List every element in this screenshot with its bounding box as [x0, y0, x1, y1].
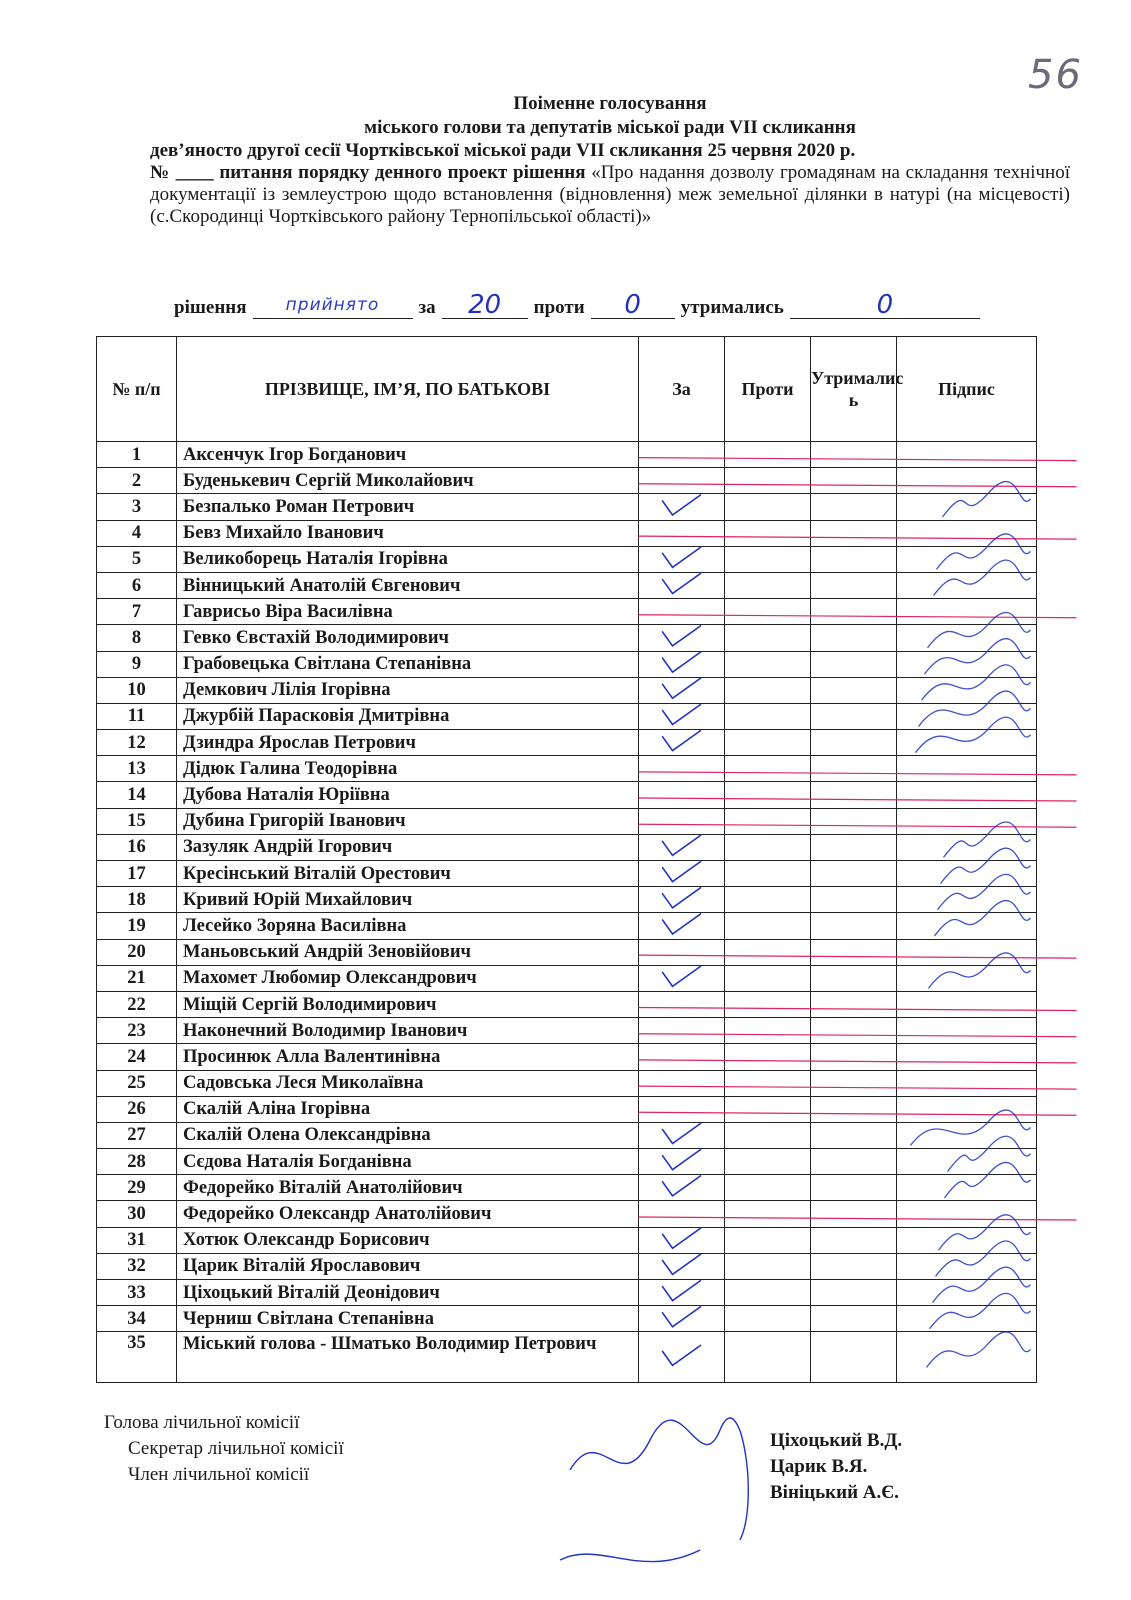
vote-against-cell: [725, 572, 811, 598]
table-row: [97, 965, 1037, 991]
vote-against-cell: [725, 1201, 811, 1227]
signature-cell: [897, 1280, 1037, 1306]
vote-against-cell: [725, 939, 811, 965]
vote-abstained-cell: [811, 756, 897, 782]
vote-abstained-cell: [811, 861, 897, 887]
table-row: [97, 520, 1037, 546]
table-row: [97, 1096, 1037, 1122]
vote-for-cell: [639, 599, 725, 625]
result-line: [168, 290, 1048, 320]
vote-abstained-cell: [811, 546, 897, 572]
table-row: [97, 834, 1037, 860]
table-row: [97, 546, 1037, 572]
deputy-name: Гаврисьо Віра Василівна: [177, 599, 639, 625]
deputy-name: Безпалько Роман Петрович: [177, 494, 639, 520]
table-header-row: [97, 337, 1037, 442]
table-row: [97, 887, 1037, 913]
vote-against-cell: [725, 1070, 811, 1096]
table-row: [97, 677, 1037, 703]
row-number: 4: [97, 520, 177, 546]
vote-for-cell: [639, 913, 725, 939]
signature-cell: [897, 730, 1037, 756]
commission-names: [770, 1428, 902, 1506]
vote-abstained-cell: [811, 599, 897, 625]
vote-against-cell: [725, 1280, 811, 1306]
signature-cell: [897, 651, 1037, 677]
deputy-name: Кривий Юрій Михайлович: [177, 887, 639, 913]
voting-table: [96, 336, 1037, 1383]
vote-abstained-cell: [811, 1280, 897, 1306]
vote-abstained-cell: [811, 1122, 897, 1148]
deputy-name: Просинюк Алла Валентинівна: [177, 1044, 639, 1070]
commission-signatures: [560, 1418, 748, 1562]
table-row: [97, 572, 1037, 598]
col-abstained-header: Утрималис ь: [811, 337, 897, 442]
deputy-name: Дубова Наталія Юріївна: [177, 782, 639, 808]
signature-cell: [897, 756, 1037, 782]
deputy-name: Садовська Леся Миколаївна: [177, 1070, 639, 1096]
signature-cell: [897, 1253, 1037, 1279]
signature-cell: [897, 1201, 1037, 1227]
vote-for-cell: [639, 468, 725, 494]
table-row: [97, 1018, 1037, 1044]
vote-abstained-cell: [811, 1306, 897, 1332]
row-number: 33: [97, 1280, 177, 1306]
for-label: за: [418, 297, 436, 318]
deputy-name: Черниш Світлана Степанівна: [177, 1306, 639, 1332]
vote-for-cell: [639, 1175, 725, 1201]
role-chair: Голова лічильної комісії: [104, 1412, 300, 1433]
deputy-name: Дідюк Галина Теодорівна: [177, 756, 639, 782]
name-secretary: Царик В.Я.: [770, 1456, 868, 1477]
vote-against-cell: [725, 730, 811, 756]
page-title: Поіменне голосування: [513, 93, 707, 114]
against-value: 0: [591, 296, 675, 319]
vote-for-cell: [639, 730, 725, 756]
signature-cell: [897, 965, 1037, 991]
vote-against-cell: [725, 520, 811, 546]
signature-cell: [897, 1227, 1037, 1253]
vote-against-cell: [725, 887, 811, 913]
table-row: [97, 703, 1037, 729]
vote-against-cell: [725, 834, 811, 860]
abstained-value: 0: [790, 296, 980, 319]
row-number: 19: [97, 913, 177, 939]
row-number: 8: [97, 625, 177, 651]
table-row: [97, 1227, 1037, 1253]
row-number: 6: [97, 572, 177, 598]
vote-against-cell: [725, 808, 811, 834]
vote-against-cell: [725, 703, 811, 729]
vote-for-cell: [639, 651, 725, 677]
document-header: [150, 92, 1070, 228]
row-number: 23: [97, 1018, 177, 1044]
row-number: 25: [97, 1070, 177, 1096]
table-row: [97, 599, 1037, 625]
vote-against-cell: [725, 1175, 811, 1201]
page-number: 56: [1028, 52, 1083, 98]
signature-cell: [897, 468, 1037, 494]
signature-cell: [897, 1070, 1037, 1096]
row-number: 1: [97, 442, 177, 468]
vote-against-cell: [725, 468, 811, 494]
vote-for-cell: [639, 939, 725, 965]
signature-cell: [897, 991, 1037, 1017]
session-line: дев’яносто другої сесії Чортківської міської ради VII скликання 25 червня 2020 р.: [150, 140, 856, 161]
row-number: 35: [97, 1332, 177, 1383]
vote-for-cell: [639, 808, 725, 834]
signature-cell: [897, 861, 1037, 887]
row-number: 15: [97, 808, 177, 834]
deputy-name: Хотюк Олександр Борисович: [177, 1227, 639, 1253]
vote-for-cell: [639, 1306, 725, 1332]
vote-against-cell: [725, 651, 811, 677]
vote-for-cell: [639, 1227, 725, 1253]
col-against-header: Проти: [725, 337, 811, 442]
agenda-text: «Про надання дозволу громадянам на складання технічної документації із землеустрою щодо встановлення (відновлення) меж земельної ділянки в натурі (на місцевості) (с.Скородинці Чортківського району Тернопільської області)»: [150, 162, 1071, 227]
vote-against-cell: [725, 599, 811, 625]
deputy-name: Вінницький Анатолій Євгенович: [177, 572, 639, 598]
vote-against-cell: [725, 991, 811, 1017]
against-label: проти: [533, 297, 585, 318]
signature-cell: [897, 625, 1037, 651]
vote-abstained-cell: [811, 520, 897, 546]
vote-for-cell: [639, 1122, 725, 1148]
name-member: Вініцький А.Є.: [770, 1482, 899, 1503]
signature-cell: [897, 1175, 1037, 1201]
vote-against-cell: [725, 494, 811, 520]
row-number: 9: [97, 651, 177, 677]
deputy-name: Грабовецька Світлана Степанівна: [177, 651, 639, 677]
row-number: 28: [97, 1149, 177, 1175]
vote-against-cell: [725, 1227, 811, 1253]
table-row: [97, 1306, 1037, 1332]
table-row: [97, 494, 1037, 520]
table-row: [97, 1122, 1037, 1148]
vote-for-cell: [639, 520, 725, 546]
deputy-name: Кресінський Віталій Орестович: [177, 861, 639, 887]
vote-against-cell: [725, 782, 811, 808]
row-number: 27: [97, 1122, 177, 1148]
vote-abstained-cell: [811, 703, 897, 729]
row-number: 29: [97, 1175, 177, 1201]
row-number: 21: [97, 965, 177, 991]
signature-cell: [897, 1332, 1037, 1383]
table-row: [97, 1149, 1037, 1175]
decision-value: прийнято: [253, 296, 413, 319]
deputy-name: Скалій Олена Олександрівна: [177, 1122, 639, 1148]
vote-abstained-cell: [811, 651, 897, 677]
vote-for-cell: [639, 1201, 725, 1227]
vote-abstained-cell: [811, 1175, 897, 1201]
vote-for-cell: [639, 861, 725, 887]
vote-abstained-cell: [811, 1096, 897, 1122]
vote-abstained-cell: [811, 468, 897, 494]
table-row: [97, 782, 1037, 808]
table-row: [97, 468, 1037, 494]
deputy-name: Царик Віталій Ярославович: [177, 1253, 639, 1279]
vote-abstained-cell: [811, 1227, 897, 1253]
row-number: 34: [97, 1306, 177, 1332]
deputy-name: Зазуляк Андрій Ігорович: [177, 834, 639, 860]
vote-for-cell: [639, 1096, 725, 1122]
row-number: 10: [97, 677, 177, 703]
table-row: [97, 1175, 1037, 1201]
signature-cell: [897, 703, 1037, 729]
signature-cell: [897, 913, 1037, 939]
signature-cell: [897, 887, 1037, 913]
deputy-name: Ціхоцький Віталій Деонідович: [177, 1280, 639, 1306]
vote-against-cell: [725, 625, 811, 651]
deputy-name: Демкович Лілія Ігорівна: [177, 677, 639, 703]
deputy-name: Джурбій Парасковія Дмитрівна: [177, 703, 639, 729]
decision-label: рішення: [174, 297, 247, 318]
row-number: 5: [97, 546, 177, 572]
vote-for-cell: [639, 442, 725, 468]
vote-for-cell: [639, 1070, 725, 1096]
row-number: 20: [97, 939, 177, 965]
signature-cell: [897, 782, 1037, 808]
vote-for-cell: [639, 1280, 725, 1306]
col-name-header: ПРІЗВИЩЕ, ІМ’Я, ПО БАТЬКОВІ: [177, 337, 639, 442]
vote-against-cell: [725, 677, 811, 703]
signature-cell: [897, 1096, 1037, 1122]
table-row: [97, 1280, 1037, 1306]
deputy-name: Гевко Євстахій Володимирович: [177, 625, 639, 651]
vote-for-cell: [639, 756, 725, 782]
agenda-paragraph: [150, 162, 1070, 228]
signature-cell: [897, 572, 1037, 598]
deputy-name: Маньовський Андрій Зеновійович: [177, 939, 639, 965]
deputy-name: Аксенчук Ігор Богданович: [177, 442, 639, 468]
vote-against-cell: [725, 1018, 811, 1044]
abstained-label: утримались: [680, 297, 784, 318]
signature-cell: [897, 1044, 1037, 1070]
vote-for-cell: [639, 1149, 725, 1175]
vote-abstained-cell: [811, 442, 897, 468]
table-row: [97, 1332, 1037, 1383]
vote-abstained-cell: [811, 913, 897, 939]
vote-abstained-cell: [811, 494, 897, 520]
deputy-name: Міщій Сергій Володимирович: [177, 991, 639, 1017]
vote-abstained-cell: [811, 939, 897, 965]
deputy-name: Сєдова Наталія Богданівна: [177, 1149, 639, 1175]
vote-abstained-cell: [811, 1018, 897, 1044]
for-value: 20: [442, 296, 528, 319]
row-number: 13: [97, 756, 177, 782]
row-number: 26: [97, 1096, 177, 1122]
vote-against-cell: [725, 1122, 811, 1148]
table-row: [97, 913, 1037, 939]
deputy-name: Міський голова - Шматько Володимир Петрович: [177, 1332, 639, 1383]
signature-cell: [897, 834, 1037, 860]
table-row: [97, 991, 1037, 1017]
row-number: 12: [97, 730, 177, 756]
vote-abstained-cell: [811, 1149, 897, 1175]
row-number: 24: [97, 1044, 177, 1070]
deputy-name: Бевз Михайло Іванович: [177, 520, 639, 546]
vote-abstained-cell: [811, 834, 897, 860]
vote-abstained-cell: [811, 965, 897, 991]
table-row: [97, 1253, 1037, 1279]
vote-abstained-cell: [811, 782, 897, 808]
vote-abstained-cell: [811, 677, 897, 703]
vote-for-cell: [639, 887, 725, 913]
commission-roles: [104, 1410, 344, 1488]
vote-for-cell: [639, 1018, 725, 1044]
vote-abstained-cell: [811, 1332, 897, 1383]
vote-abstained-cell: [811, 1044, 897, 1070]
table-row: [97, 651, 1037, 677]
vote-for-cell: [639, 1332, 725, 1383]
row-number: 17: [97, 861, 177, 887]
vote-abstained-cell: [811, 1253, 897, 1279]
signature-cell: [897, 1018, 1037, 1044]
vote-for-cell: [639, 782, 725, 808]
row-number: 31: [97, 1227, 177, 1253]
table-row: [97, 625, 1037, 651]
row-number: 16: [97, 834, 177, 860]
table-row: [97, 1044, 1037, 1070]
row-number: 14: [97, 782, 177, 808]
vote-for-cell: [639, 1253, 725, 1279]
vote-abstained-cell: [811, 1070, 897, 1096]
signature-cell: [897, 442, 1037, 468]
page-subtitle: міського голови та депутатів міської ради VII скликання: [364, 117, 856, 138]
vote-against-cell: [725, 913, 811, 939]
row-number: 22: [97, 991, 177, 1017]
table-row: [97, 730, 1037, 756]
signature-cell: [897, 494, 1037, 520]
row-number: 32: [97, 1253, 177, 1279]
deputy-name: Великоборець Наталія Ігорівна: [177, 546, 639, 572]
table-row: [97, 1201, 1037, 1227]
vote-against-cell: [725, 965, 811, 991]
vote-for-cell: [639, 834, 725, 860]
signature-cell: [897, 599, 1037, 625]
vote-for-cell: [639, 494, 725, 520]
deputy-name: Федорейко Олександр Анатолійович: [177, 1201, 639, 1227]
col-for-header: За: [639, 337, 725, 442]
vote-against-cell: [725, 1253, 811, 1279]
vote-for-cell: [639, 677, 725, 703]
vote-for-cell: [639, 991, 725, 1017]
vote-against-cell: [725, 1306, 811, 1332]
vote-abstained-cell: [811, 1201, 897, 1227]
vote-abstained-cell: [811, 991, 897, 1017]
signature-cell: [897, 546, 1037, 572]
deputy-name: Махомет Любомир Олександрович: [177, 965, 639, 991]
signature-cell: [897, 1306, 1037, 1332]
table-row: [97, 1070, 1037, 1096]
vote-abstained-cell: [811, 572, 897, 598]
signature-cell: [897, 939, 1037, 965]
vote-against-cell: [725, 1096, 811, 1122]
col-signature-header: Підпис: [897, 337, 1037, 442]
row-number: 11: [97, 703, 177, 729]
role-secretary: Секретар лічильної комісії: [128, 1438, 344, 1459]
vote-for-cell: [639, 546, 725, 572]
vote-abstained-cell: [811, 808, 897, 834]
vote-abstained-cell: [811, 730, 897, 756]
role-member: Член лічильної комісії: [128, 1464, 310, 1485]
vote-against-cell: [725, 1332, 811, 1383]
table-row: [97, 861, 1037, 887]
col-num-header: № п/п: [97, 337, 177, 442]
signature-cell: [897, 1149, 1037, 1175]
vote-for-cell: [639, 703, 725, 729]
deputy-name: Лесейко Зоряна Василівна: [177, 913, 639, 939]
vote-abstained-cell: [811, 625, 897, 651]
name-chair: Ціхоцький В.Д.: [770, 1430, 903, 1451]
table-row: [97, 939, 1037, 965]
row-number: 7: [97, 599, 177, 625]
deputy-name: Наконечний Володимир Іванович: [177, 1018, 639, 1044]
signature-cell: [897, 677, 1037, 703]
vote-against-cell: [725, 861, 811, 887]
deputy-name: Буденькевич Сергій Миколайович: [177, 468, 639, 494]
vote-abstained-cell: [811, 887, 897, 913]
deputy-name: Федорейко Віталій Анатолійович: [177, 1175, 639, 1201]
row-number: 2: [97, 468, 177, 494]
vote-against-cell: [725, 1044, 811, 1070]
row-number: 3: [97, 494, 177, 520]
table-row: [97, 808, 1037, 834]
vote-for-cell: [639, 572, 725, 598]
signature-cell: [897, 808, 1037, 834]
row-number: 30: [97, 1201, 177, 1227]
row-number: 18: [97, 887, 177, 913]
deputy-name: Скалій Аліна Ігорівна: [177, 1096, 639, 1122]
deputy-name: Дзиндра Ярослав Петрович: [177, 730, 639, 756]
agenda-prefix: № ____ питання порядку денного проект рішення: [150, 162, 586, 183]
vote-against-cell: [725, 1149, 811, 1175]
table-row: [97, 442, 1037, 468]
signature-cell: [897, 1122, 1037, 1148]
deputy-name: Дубина Григорій Іванович: [177, 808, 639, 834]
table-row: [97, 756, 1037, 782]
vote-for-cell: [639, 625, 725, 651]
vote-for-cell: [639, 1044, 725, 1070]
vote-for-cell: [639, 965, 725, 991]
signature-cell: [897, 520, 1037, 546]
vote-against-cell: [725, 546, 811, 572]
vote-against-cell: [725, 756, 811, 782]
vote-against-cell: [725, 442, 811, 468]
